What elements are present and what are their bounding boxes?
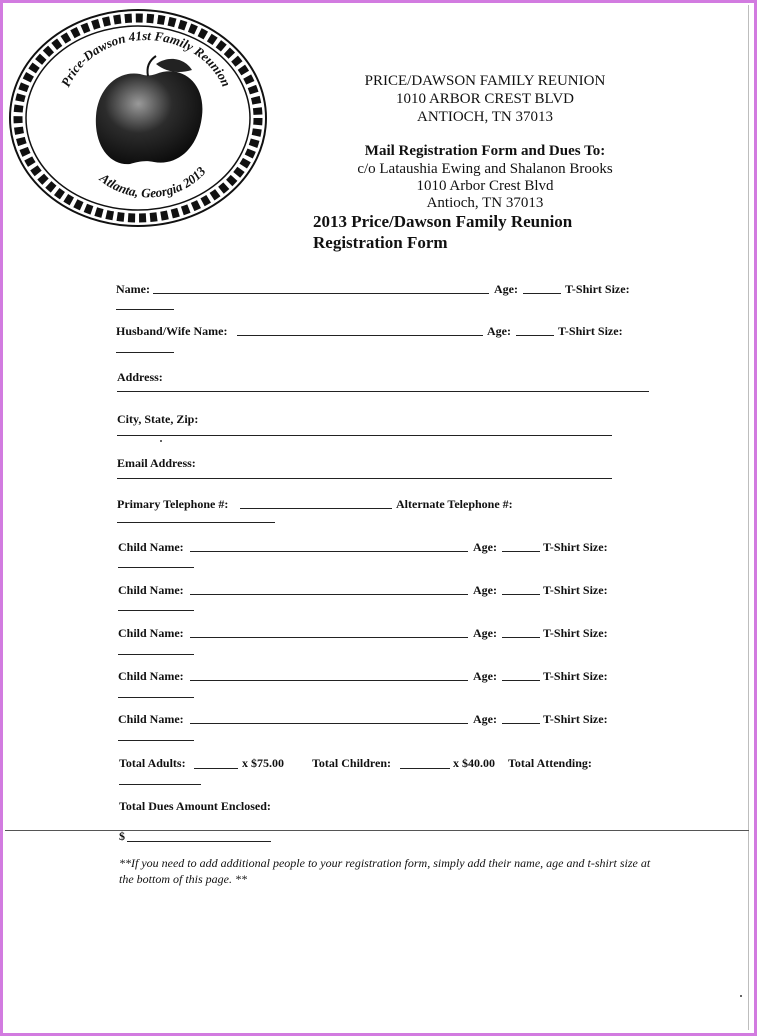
mail-heading: Mail Registration Form and Dues To: xyxy=(364,143,606,159)
header-org: PRICE/DAWSON FAMILY REUNION xyxy=(364,73,606,89)
city-label: City, State, Zip: xyxy=(117,412,199,426)
child-4-age-field[interactable] xyxy=(502,680,540,681)
child-1-tshirt-label: T-Shirt Size: xyxy=(543,540,608,554)
footnote: **If you need to add additional people to your registration form, simply add their name, age and t-shirt size at the bottom of this page. ** xyxy=(119,856,651,886)
form-title-line2: Registration Form xyxy=(313,233,448,252)
total-adults-label: Total Adults: xyxy=(119,756,186,770)
address-field[interactable] xyxy=(117,391,649,392)
child-3-tshirt-field[interactable] xyxy=(118,654,194,655)
header-city: ANTIOCH, TN 37013 xyxy=(417,109,553,125)
child-5-label: Child Name: xyxy=(118,712,184,726)
tshirt-label: T-Shirt Size: xyxy=(565,282,630,296)
spouse-name-field[interactable] xyxy=(237,335,483,336)
seal-top-text: Price-Dawson 41st Family Reunion xyxy=(57,28,235,89)
alt-phone-field[interactable] xyxy=(117,522,275,523)
child-3-name-field[interactable] xyxy=(190,637,468,638)
reunion-seal xyxy=(6,4,270,236)
form-title-line1: 2013 Price/Dawson Family Reunion xyxy=(313,212,573,231)
child-price: x $40.00 xyxy=(453,756,495,770)
child-5-age-label: Age: xyxy=(473,712,497,726)
age-field[interactable] xyxy=(523,293,561,294)
seal-bottom-text: Atlanta, Georgia 2013 xyxy=(97,163,209,201)
spouse-label: Husband/Wife Name: xyxy=(116,324,228,338)
child-3-age-field[interactable] xyxy=(502,637,540,638)
child-2-tshirt-field[interactable] xyxy=(118,610,194,611)
mail-street: 1010 Arbor Crest Blvd xyxy=(416,178,554,194)
total-attending-label: Total Attending: xyxy=(508,756,592,770)
total-adults-field[interactable] xyxy=(194,768,238,769)
name-field[interactable] xyxy=(153,293,489,294)
primary-phone-field[interactable] xyxy=(240,508,392,509)
child-5-tshirt-field[interactable] xyxy=(118,740,194,741)
adult-price: x $75.00 xyxy=(242,756,284,770)
child-4-name-field[interactable] xyxy=(190,680,468,681)
dollar-sign: $ xyxy=(119,829,125,843)
spouse-tshirt-field[interactable] xyxy=(116,352,174,353)
child-3-age-label: Age: xyxy=(473,626,497,640)
dues-amount-field[interactable] xyxy=(127,841,271,842)
child-2-tshirt-label: T-Shirt Size: xyxy=(543,583,608,597)
email-field[interactable] xyxy=(117,478,612,479)
child-1-name-field[interactable] xyxy=(190,551,468,552)
child-3-tshirt-label: T-Shirt Size: xyxy=(543,626,608,640)
apple-icon xyxy=(96,56,203,164)
header-street: 1010 ARBOR CREST BLVD xyxy=(396,91,574,107)
name-label: Name: xyxy=(116,282,150,296)
child-5-tshirt-label: T-Shirt Size: xyxy=(543,712,608,726)
total-children-field[interactable] xyxy=(400,768,450,769)
primary-phone-label: Primary Telephone #: xyxy=(117,497,229,511)
child-4-tshirt-field[interactable] xyxy=(118,697,194,698)
age-label: Age: xyxy=(494,282,518,296)
child-2-age-label: Age: xyxy=(473,583,497,597)
child-1-age-field[interactable] xyxy=(502,551,540,552)
spouse-age-field[interactable] xyxy=(516,335,554,336)
child-4-tshirt-label: T-Shirt Size: xyxy=(543,669,608,683)
mail-attn: c/o Lataushia Ewing and Shalanon Brooks xyxy=(357,161,613,177)
child-4-age-label: Age: xyxy=(473,669,497,683)
alt-phone-label: Alternate Telephone #: xyxy=(396,497,513,511)
paper-edge xyxy=(748,5,749,1030)
child-4-label: Child Name: xyxy=(118,669,184,683)
scan-speck xyxy=(740,995,742,997)
child-5-age-field[interactable] xyxy=(502,723,540,724)
child-2-age-field[interactable] xyxy=(502,594,540,595)
child-1-label: Child Name: xyxy=(118,540,184,554)
child-1-tshirt-field[interactable] xyxy=(118,567,194,568)
scan-speck xyxy=(160,440,162,442)
page-divider xyxy=(5,830,749,831)
total-dues-label: Total Dues Amount Enclosed: xyxy=(119,799,271,813)
child-2-label: Child Name: xyxy=(118,583,184,597)
child-3-label: Child Name: xyxy=(118,626,184,640)
address-label: Address: xyxy=(117,370,163,384)
total-attending-field[interactable] xyxy=(119,784,201,785)
svg-text:Atlanta, Georgia 2013 xyxy=(96,163,209,200)
city-field[interactable] xyxy=(117,435,612,436)
total-children-label: Total Children: xyxy=(312,756,392,770)
child-2-name-field[interactable] xyxy=(190,594,468,595)
child-1-age-label: Age: xyxy=(473,540,497,554)
tshirt-field[interactable] xyxy=(116,309,174,310)
child-5-name-field[interactable] xyxy=(190,723,468,724)
spouse-age-label: Age: xyxy=(487,324,511,338)
mail-city: Antioch, TN 37013 xyxy=(426,195,544,211)
email-label: Email Address: xyxy=(117,456,196,470)
spouse-tshirt-label: T-Shirt Size: xyxy=(558,324,623,338)
